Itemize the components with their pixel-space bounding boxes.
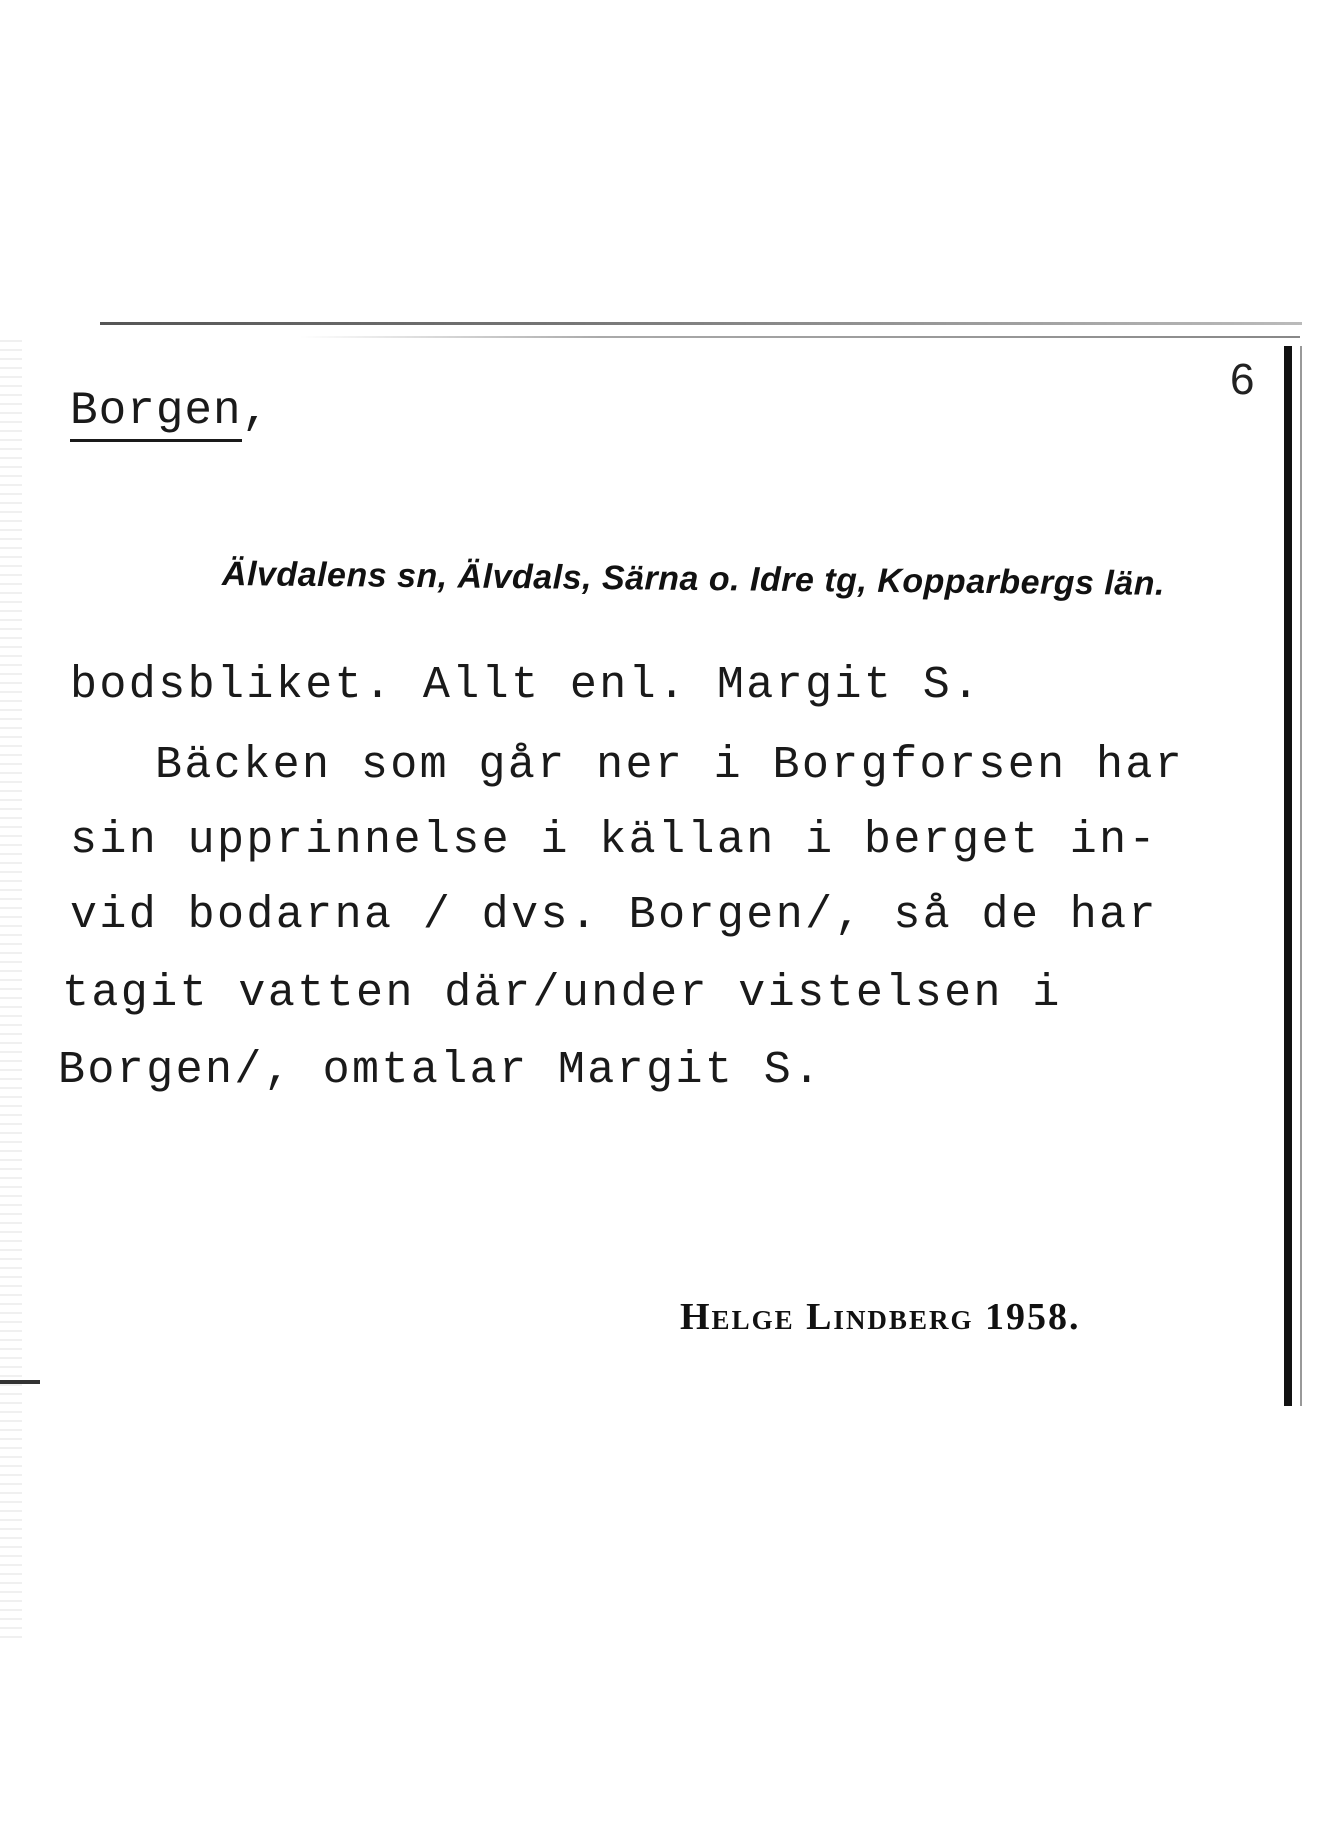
heading-word: Borgen [70, 385, 242, 442]
body-line: Borgen/, omtalar Margit S. [58, 1045, 823, 1096]
location-line: Älvdalens sn, Älvdals, Särna o. Idre tg, Kopparbergs län. [221, 555, 1166, 603]
scan-edge-noise [0, 340, 22, 1640]
card-top-border [100, 322, 1302, 325]
body-line: sin upprinnelse i källan i berget in- [70, 815, 1158, 866]
card-top-border-shadow [300, 336, 1300, 338]
body-line: bodsbliket. Allt enl. Margit S. [70, 660, 982, 711]
body-line: tagit vatten där/under vistelsen i [62, 968, 1062, 1019]
card-heading [70, 385, 270, 437]
signature: Helge Lindberg 1958. [680, 1296, 1081, 1338]
card-right-border [1284, 346, 1292, 1406]
card-right-border-edge [1300, 346, 1302, 1406]
card-number: 6 [1230, 355, 1255, 404]
scan-edge-mark [0, 1380, 40, 1384]
heading-punct: , [241, 385, 271, 437]
body-line: Bäcken som går ner i Borgforsen har [155, 740, 1185, 791]
body-line: vid bodarna / dvs. Borgen/, så de har [70, 890, 1158, 941]
